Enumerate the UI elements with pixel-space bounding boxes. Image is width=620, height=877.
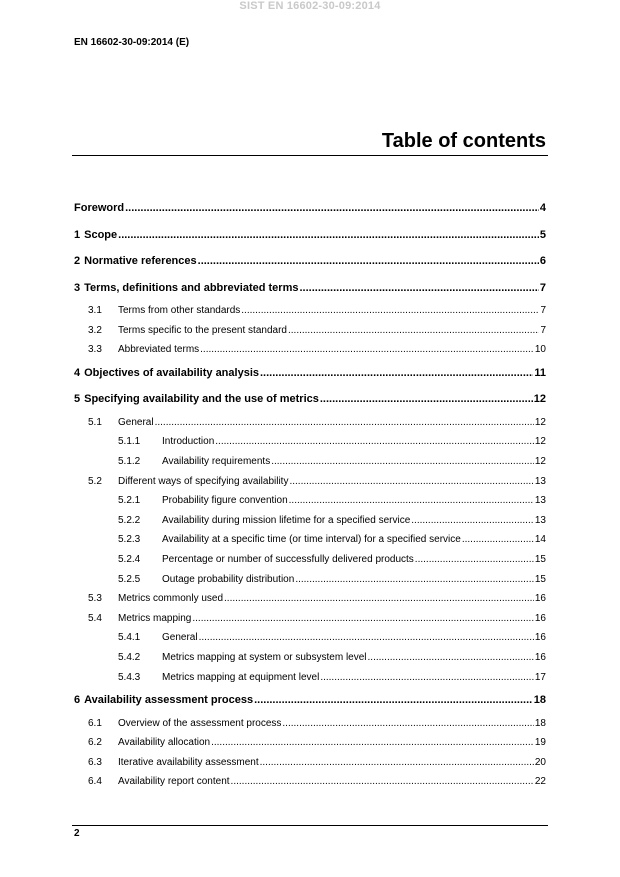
toc-leader-dots	[289, 472, 533, 492]
toc-entry[interactable]	[74, 386, 546, 413]
toc-entry-page: 16	[534, 593, 546, 605]
toc-entry-number: 6.3	[88, 756, 102, 768]
toc-entry[interactable]	[74, 753, 546, 773]
toc-entry[interactable]	[74, 589, 546, 609]
toc-entry[interactable]	[74, 321, 546, 341]
toc-entry-page: 4	[539, 202, 546, 214]
toc-entry-page: 18	[534, 717, 546, 729]
toc-leader-dots	[288, 321, 539, 341]
toc-leader-dots	[289, 491, 534, 511]
toc-entry-number: 5.4.1	[118, 632, 141, 644]
toc-entry-title: Metrics mapping at equipment level	[162, 671, 320, 683]
toc-entry[interactable]	[74, 733, 546, 753]
toc-entry-number: 6.2	[88, 737, 102, 749]
toc-entry-number: 5.2.5	[118, 573, 141, 585]
toc-entry-number: 5.4	[88, 612, 102, 624]
toc-entry-number: 6	[74, 694, 81, 707]
toc-leader-dots	[199, 628, 534, 648]
toc-leader-dots	[260, 360, 533, 387]
toc-leader-dots	[320, 386, 533, 413]
toc-entry-title: Metrics mapping	[118, 612, 192, 624]
toc-leader-dots	[462, 530, 534, 550]
toc-leader-dots	[125, 195, 539, 222]
toc-leader-dots	[271, 452, 534, 472]
toc-entry-title: Scope	[84, 228, 118, 241]
toc-entry-page: 16	[534, 651, 546, 663]
toc-entry-title: Outage probability distribution	[162, 573, 295, 585]
toc-leader-dots	[118, 222, 539, 249]
toc-entry[interactable]	[74, 772, 546, 792]
toc-leader-dots	[215, 432, 534, 452]
toc-entry-page: 13	[534, 514, 546, 526]
toc-entry-number: 5	[74, 393, 81, 406]
toc-entry[interactable]	[74, 511, 546, 531]
toc-entry-number: 3	[74, 281, 81, 294]
toc-entry-page: 7	[540, 324, 546, 336]
toc-entry-number: 5.1.1	[118, 436, 141, 448]
toc-leader-dots	[320, 668, 534, 688]
toc-entry-number: 3.3	[88, 344, 102, 356]
toc-entry-number: 6.4	[88, 776, 102, 788]
toc-leader-dots	[299, 275, 538, 302]
toc-entry-number: 5.2.2	[118, 514, 141, 526]
toc-leader-dots	[368, 648, 534, 668]
document-id: EN 16602-30-09:2014 (E)	[74, 37, 190, 48]
toc-leader-dots	[198, 248, 539, 275]
toc-entry-page: 12	[533, 393, 546, 406]
toc-entry-title: Percentage or number of successfully delivered products	[162, 553, 414, 565]
toc-entry-page: 15	[534, 573, 546, 585]
title-divider	[72, 155, 548, 156]
toc-entry-title: General	[162, 632, 198, 644]
toc-entry-page: 13	[534, 495, 546, 507]
toc-leader-dots	[241, 301, 539, 321]
toc-entry-number: 3.1	[88, 305, 102, 316]
toc-entry-title: Terms, definitions and abbreviated terms	[84, 281, 299, 294]
watermark: SIST EN 16602-30-09:2014	[239, 0, 381, 12]
toc-entry-number: 5.3	[88, 593, 102, 605]
toc-entry-number: 3.2	[88, 324, 102, 336]
toc-entry[interactable]	[74, 275, 546, 302]
toc-entry-page: 5	[539, 228, 546, 241]
toc-entry-title: Introduction	[162, 436, 215, 448]
toc-leader-dots	[415, 550, 534, 570]
toc-entry-page: 7	[539, 281, 546, 294]
toc-entry[interactable]	[74, 472, 546, 492]
toc-entry-title: Terms specific to the present standard	[118, 324, 287, 336]
toc-leader-dots	[192, 609, 534, 629]
toc-entry[interactable]	[74, 491, 546, 511]
toc-entry[interactable]	[74, 452, 546, 472]
toc-entry-title: Availability during mission lifetime for a specified service	[162, 514, 411, 526]
toc-entry-title: Abbreviated terms	[118, 344, 200, 356]
toc-entry[interactable]	[74, 687, 546, 714]
toc-leader-dots	[411, 511, 534, 531]
toc-entry-title: Availability assessment process	[84, 694, 254, 707]
toc-entry-number: 5.2.3	[118, 534, 141, 546]
toc-entry-title: General	[118, 416, 154, 428]
toc-entry[interactable]	[74, 413, 546, 433]
toc-entry-page: 6	[539, 255, 546, 267]
toc-entry[interactable]	[74, 714, 546, 734]
toc-leader-dots	[224, 589, 534, 609]
toc-entry[interactable]	[74, 360, 546, 387]
toc-entry-page: 10	[534, 344, 546, 356]
toc-entry-number: 2	[74, 255, 81, 267]
toc-entry-page: 16	[534, 612, 546, 624]
toc-entry[interactable]	[74, 222, 546, 249]
page-number: 2	[74, 828, 80, 839]
toc-entry[interactable]	[74, 648, 546, 668]
toc-entry[interactable]	[74, 432, 546, 452]
toc-entry-page: 20	[534, 756, 546, 768]
toc-entry-title: Specifying availability and the use of metrics	[84, 393, 319, 406]
toc-entry[interactable]	[74, 248, 546, 275]
toc-entry-title: Objectives of availability analysis	[84, 366, 259, 379]
toc-entry-number: 5.4.2	[118, 651, 141, 663]
toc-entry-number: 5.2.4	[118, 553, 141, 565]
toc-entry-page: 15	[534, 553, 546, 565]
toc-entry-title: Availability allocation	[118, 737, 211, 749]
toc-entry-title: Terms from other standards	[118, 305, 241, 316]
toc-entry-number: 5.2	[88, 475, 102, 487]
toc-entry[interactable]	[74, 609, 546, 629]
toc-entry-page: 7	[540, 305, 546, 316]
toc-entry-title: Iterative availability assessment	[118, 756, 259, 768]
toc-entry-number: 5.1.2	[118, 455, 141, 467]
toc-leader-dots	[295, 570, 534, 590]
toc-entry[interactable]	[74, 530, 546, 550]
toc-entry-page: 14	[534, 534, 546, 546]
toc-leader-dots	[155, 413, 534, 433]
toc-leader-dots	[231, 772, 534, 792]
toc-entry-title: Probability figure convention	[162, 495, 288, 507]
toc-entry-title: Metrics commonly used	[118, 593, 224, 605]
toc-entry-page: 11	[534, 366, 546, 379]
toc-entry[interactable]	[74, 340, 546, 360]
toc-leader-dots	[282, 714, 533, 734]
toc-entry-number: 5.2.1	[118, 495, 141, 507]
footer-divider	[72, 825, 548, 826]
toc-entry-title: Availability requirements	[162, 455, 271, 467]
toc-entry-title: Normative references	[84, 255, 197, 267]
toc-entry-page: 17	[534, 671, 546, 683]
page-title: Table of contents	[381, 130, 546, 152]
toc-entry-page: 22	[534, 776, 546, 788]
toc-entry-title: Availability at a specific time (or time interval) for a specified service	[162, 534, 461, 546]
toc-entry-page: 13	[534, 475, 546, 487]
toc-entry-number: 4	[74, 366, 81, 379]
toc-leader-dots	[254, 687, 533, 714]
toc-leader-dots	[260, 753, 534, 773]
toc-entry-number: 5.4.3	[118, 671, 141, 683]
table-of-contents	[74, 195, 546, 792]
toc-entry-title: Availability report content	[118, 776, 230, 788]
toc-entry[interactable]	[74, 195, 546, 222]
toc-entry-title: Foreword	[74, 202, 125, 214]
toc-entry[interactable]	[74, 301, 546, 321]
toc-entry-title: Metrics mapping at system or subsystem level	[162, 651, 367, 663]
toc-entry-number: 1	[74, 228, 81, 241]
toc-leader-dots	[211, 733, 534, 753]
toc-entry-page: 12	[534, 455, 546, 467]
toc-entry-number: 6.1	[88, 717, 102, 729]
toc-entry-number: 5.1	[88, 416, 102, 428]
toc-leader-dots	[200, 340, 534, 360]
toc-entry-page: 16	[534, 632, 546, 644]
toc-entry[interactable]	[74, 570, 546, 590]
toc-entry[interactable]	[74, 550, 546, 570]
toc-entry-page: 12	[534, 416, 546, 428]
toc-entry[interactable]	[74, 628, 546, 648]
toc-entry-page: 19	[534, 737, 546, 749]
toc-entry-page: 18	[533, 694, 546, 707]
toc-entry-title: Overview of the assessment process	[118, 717, 282, 729]
toc-entry-page: 12	[534, 436, 546, 448]
toc-entry[interactable]	[74, 668, 546, 688]
toc-entry-title: Different ways of specifying availability	[118, 475, 289, 487]
